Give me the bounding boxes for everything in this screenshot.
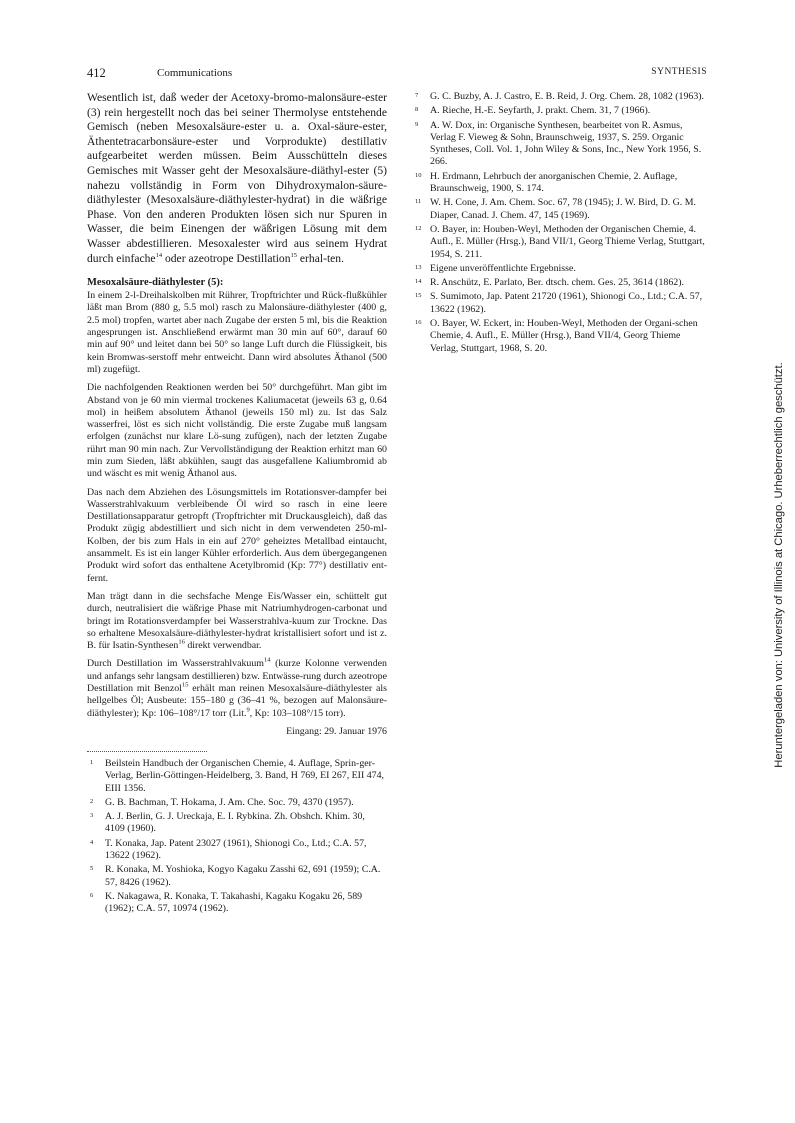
reference-list-right <box>412 91 709 355</box>
reference-item: 4 T. Konaka, Jap. Patent 23027 (1961), Shionogi Co., Ltd.; C.A. 57, 13622 (1962). <box>90 837 367 861</box>
procedure-paragraph-5: Durch Destillation im Wasserstrahlvakuum$^{14}$ (kurze Kolonne verwenden und anfangs sehr langsam destillieren) bzw. Entwässe-rung durch azeotrope Destillation mit Benzol$^{15}$ erhält man reinen Mesoxalsäure-diäthylester als hellgelbes Öl; Ausbeute: 155–180 g (36–41 %, bezogen auf Malonsäure-diäthylester); Kp: 106–108°/17 torr (Lit.$^9$, Kp: 103–108°/15 torr). <box>87 657 387 719</box>
lead-paragraph: Wesentlich ist, daß weder der Acetoxy-bromo-malonsäure-ester (3) rein hergestellt noch das bei seiner Thermolyse entstehende Gemisch (neben Mesoxalsäure-ester u. a. Oxal-säure-ester, Äthentetracarbonsäure-ester und Vorprodukte) destillativ aufgearbeitet werden müssen. Beim Ausschütteln dieses Gemisches mit Wasser geht der Mesoxalsäure-diäthyl-ester (5) nahezu vollständig in Form von Dihydroxymalon-säure-diäthylester (Mesoxalsäure-diäthylester-hydrat) in die wäßrige Phase. Von den anderen Produkten lösen sich nur Spuren in Wasser, die beim Einengen der wäßrigen Lösung mit dem Wasser abdestillieren. Mesoxalester wird aus seinem Hydrat durch einfache$^{14}$ oder azeotrope Destillation$^{15}$ erhal-ten. <box>87 91 387 265</box>
reference-item: 6 K. Nakagawa, R. Konaka, T. Takahashi, Kagaku Kogaku 26, 589 (1962); C.A. 57, 10974 (1962). <box>90 890 363 915</box>
procedure-paragraph-4: Man trägt dann in die sechsfache Menge Eis/Wasser ein, schüttelt gut durch, neutralisiert die wäßrige Phase mit Natriumhydrogen-carbonat und bringt im Rotationsverdampfer bei Wasserstrahlva-kuum zur Trockne. Das so erhaltene Mesoxalsäure-diäthylester-hydrat kristallisiert sofort und ist z. B. für Isatin-Synthesen$^{16}$ direkt verwendbar. <box>87 590 387 652</box>
procedure-paragraph-3: Das nach dem Abziehen des Lösungsmittels im Rotationsver-dampfer bei Wasserstrahlvakuum verbleibende Öl wird so rasch in eine leere Destillationsapparatur getropft (Tropftrichter mit Druckausgleich), daß das Produkt zügig abdestilliert und sich nicht in dem verwendeten 250-ml-Kolben, der bis zum Hals in ein auf 270° geheiztes Metallbad eintaucht, ansammelt. Es ist ein langer Kühler erforderlich. Aus dem übergegangenen Produkt wird sofort das enthaltene Acetylbromid (Kp: 77°) destillativ ent-fernt. <box>87 486 387 584</box>
reference-item: 16 O. Bayer, W. Eckert, in: Houben-Weyl, Methoden der Organi-schen Chemie, 4. Aufl., E. Müller (Hrsg.), Band VII/4, Georg Thieme Verlag, Stuttgart, 1968, S. 20. <box>415 318 698 354</box>
footnote-divider <box>87 751 207 752</box>
section-name: Communications <box>157 67 233 79</box>
download-notice-text: Heruntergeladen von: University of Illinois at Chicago. Urheberrechtlich geschützt. <box>773 362 785 768</box>
section-title: Mesoxalsäure-diäthylester (5): <box>87 277 224 289</box>
reference-item: 10 H. Erdmann, Lehrbuch der anorganischen Chemie, 2. Auflage, Braunschweig, 1900, S. 174. <box>415 170 678 195</box>
reference-item: 14 R. Anschütz, E. Parlato, Ber. dtsch. chem. Ges. 25, 3614 (1862). <box>415 277 684 289</box>
reference-item: 13 Eigene unveröffentlichte Ergebnisse. <box>415 262 576 274</box>
procedure-paragraph-1: In einem 2-l-Dreihalskolben mit Rührer, Tropftrichter und Rück-flußkühler läßt man Brom (880 g, 5.5 mol) rasch zu Malonsäure-diäthylester (400 g, 2.5 mol) tropfen, wartet aber nach Zugabe der ersten 5 ml, bis die Reaktion angesprungen ist. Anschließend erwärmt man 30 min auf 60°, darauf 60 min auf 90° und leitet dann bei 50° so lange Luft durch die Flüssigkeit, bis kein Bromwas-serstoff mehr entweicht. Dann wird absolutes Äthanol (500 ml) zugefügt. <box>87 290 387 375</box>
reference-item: 3 A. J. Berlin, G. J. Ureckaja, E. I. Rybkina. Zh. Obshch. Khim. 30, 4109 (1960). <box>90 811 365 835</box>
reference-item: 5 R. Konaka, M. Yoshioka, Kogyo Kagaku Zasshi 62, 691 (1959); C.A. 57, 8426 (1962). <box>90 864 381 888</box>
reference-item: 8 A. Rieche, H.-E. Seyfarth, J. prakt. Chem. 31, 7 (1966). <box>415 105 651 117</box>
reference-list-left <box>87 758 387 916</box>
page-header <box>87 66 707 82</box>
left-column <box>87 91 387 917</box>
reference-item: 15 S. Sumimoto, Jap. Patent 21720 (1961), Shionogi Co., Ltd.; C.A. 57, 13622 (1962). <box>415 291 703 315</box>
reference-item: 7 G. C. Buzby, A. J. Castro, E. B. Reid, J. Org. Chem. 28, 1082 (1963). <box>415 91 705 102</box>
procedure-paragraph-2: Die nachfolgenden Reaktionen werden bei 50° durchgeführt. Man gibt im Abstand von je 60 min viermal trockenes Kaliumacetat (jeweils 63 g, 0.64 mol) in heißem absolutem Äthanol (jeweils 150 ml) zu. Ist das Salz wasserfrei, löst es sich nicht vollständig. Die erste Zugabe muß langsam erfolgen (zunächst nur klare Lö-sung zufügen), nach der letzten Zugabe rührt man 90 min nach. Zur Vervollständigung der Reaktion erhitzt man 60 min zum Sieden, läßt abkühlen, saugt das ausgefallene Kaliumbromid ab und wäscht es mit wenig Äthanol aus. <box>87 382 387 480</box>
page-number: 412 <box>87 66 106 80</box>
reference-item: 1 Beilstein Handbuch der Organischen Chemie, 4. Auflage, Sprin-ger-Verlag, Berlin-Göttingen-Heidelberg, 3. Band, H 769, EI 267, EII 474, EIII 1356. <box>90 757 384 794</box>
journal-name: SYNTHESIS <box>651 67 707 77</box>
reference-item: 12 O. Bayer, in: Houben-Weyl, Methoden der Organischen Chemie, 4. Aufl., E. Müller (Hrsg.), Band VII/1, Georg Thieme Verlag, Stuttgart, 1954, S. 211. <box>415 223 705 260</box>
right-column <box>412 91 709 357</box>
reference-item: 2 G. B. Bachman, T. Hokama, J. Am. Che. Soc. 79, 4370 (1957). <box>90 796 354 808</box>
reference-item: 11 W. H. Cone, J. Am. Chem. Soc. 67, 78 (1945); J. W. Bird, D. G. M. Diaper, Canad. J. Chem. 47, 145 (1969). <box>415 197 696 221</box>
reference-item: 9 A. W. Dox, in: Organische Synthesen, bearbeitet von R. Asmus, Verlag F. Vieweg & Sohn, Braunschweig, 1937, S. 259. Organic Syntheses, Coll. Vol. 1, John Wiley & Sons, Inc., New York 1956, S. 266. <box>415 119 702 168</box>
received-date: Eingang: 29. Januar 1976 <box>286 725 387 737</box>
